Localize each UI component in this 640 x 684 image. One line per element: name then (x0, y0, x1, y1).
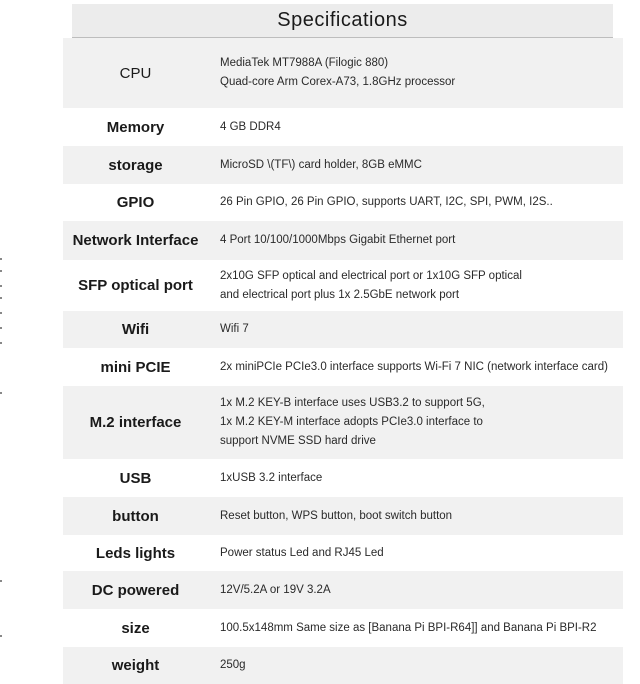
spec-value-line: Quad-core Arm Corex-A73, 1.8GHz processor (220, 76, 456, 88)
spec-label: mini PCIE (100, 358, 171, 376)
spec-value-line: Wifi 7 (220, 323, 249, 335)
spec-value (203, 54, 455, 92)
spec-value (203, 544, 384, 563)
spec-value (203, 656, 246, 675)
spec-value-line: 250g (220, 659, 246, 671)
spec-value-line: 4 GB DDR4 (220, 120, 281, 133)
spec-value-line: and electrical port plus 1x 2.5GbE network port (220, 288, 460, 301)
spec-value-line: 2x10G SFP optical and electrical port or 1x10G SFP optical (220, 269, 522, 282)
spec-value (203, 469, 322, 488)
spec-row-leds (63, 535, 623, 571)
spec-value-line: 4 Port 10/100/1000Mbps Gigabit Ethernet port (220, 234, 456, 246)
spec-label: CPU (119, 64, 152, 82)
spec-value (203, 394, 485, 451)
spec-value (203, 156, 422, 175)
spec-label: M.2 interface (89, 414, 182, 431)
spec-row-m2-interface (63, 386, 623, 459)
spec-value-line: MicroSD \(TF\) card holder, 8GB eMMC (220, 158, 422, 171)
spec-value-line: Reset button, WPS button, boot switch button (220, 509, 453, 522)
spec-value-line: 12V/5.2A or 19V 3.2A (220, 583, 331, 596)
spec-value (203, 118, 281, 137)
spec-label: Wifi (121, 321, 150, 338)
spec-value-line: 1x M.2 KEY-B interface uses USB3.2 to support 5G, (220, 397, 485, 409)
spec-value-line: 100.5x148mm Same size as [Banana Pi BPI-R64]] and Banana Pi BPI-R2 (220, 621, 597, 634)
spec-label: DC powered (91, 581, 180, 599)
spec-row-sfp (63, 260, 623, 311)
specifications-table (63, 4, 623, 684)
spec-label: button (112, 507, 159, 525)
spec-value-line: Power status Led and RJ45 Led (220, 546, 384, 559)
spec-row-gpio (63, 184, 623, 221)
spec-row-mini-pcie (63, 348, 623, 386)
spec-label: Leds lights (95, 544, 176, 562)
left-edge-marks (0, 0, 6, 677)
spec-value (203, 358, 608, 377)
spec-value (203, 619, 597, 638)
spec-value-line: 2x miniPCIe PCIe3.0 interface supports Wi-Fi 7 NIC (network interface card) (220, 360, 608, 373)
spec-value-line: MediaTek MT7988A (Filogic 880) (220, 57, 389, 69)
spec-label: Network Interface (72, 232, 199, 249)
spec-label: USB (119, 469, 152, 487)
spec-value-line: support NVME SSD hard drive (220, 435, 376, 447)
spec-value (203, 320, 249, 339)
spec-row-dc-powered (63, 571, 623, 609)
spec-row-weight (63, 647, 623, 684)
spec-label: weight (111, 657, 160, 674)
spec-value (203, 193, 553, 212)
spec-value (203, 581, 331, 600)
spec-label: size (121, 619, 150, 637)
spec-value-line: 1x M.2 KEY-M interface adopts PCIe3.0 interface to (220, 416, 483, 428)
spec-row-button (63, 497, 623, 535)
spec-row-network-interface (63, 221, 623, 260)
spec-row-usb (63, 459, 623, 497)
spec-value (203, 231, 455, 250)
spec-label: GPIO (116, 194, 155, 211)
spec-row-size (63, 609, 623, 647)
spec-row-storage (63, 146, 623, 184)
spec-value (203, 267, 522, 305)
spec-label: storage (108, 156, 163, 174)
spec-row-wifi (63, 311, 623, 348)
spec-label: SFP optical port (78, 277, 193, 294)
table-title: Specifications (72, 4, 613, 38)
spec-row-cpu (63, 38, 623, 108)
spec-value (203, 507, 452, 526)
spec-label: Memory (106, 118, 165, 136)
spec-row-memory (63, 108, 623, 146)
spec-value-line: 26 Pin GPIO, 26 Pin GPIO, supports UART, I2C, SPI, PWM, I2S.. (220, 196, 553, 208)
spec-value-line: 1xUSB 3.2 interface (220, 471, 323, 484)
